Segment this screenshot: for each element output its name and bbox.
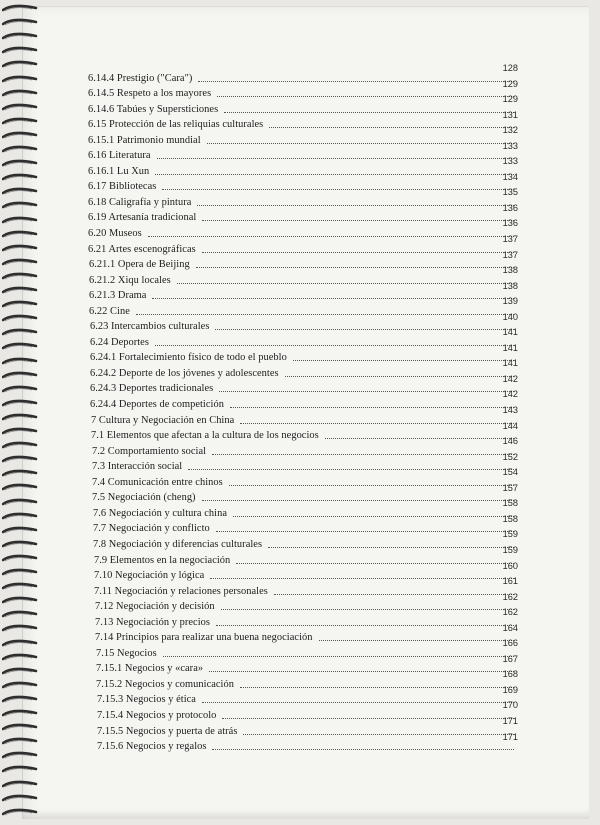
toc-entry-page-number: 170 (502, 700, 518, 711)
toc-entry-title: 7.15.2 Negocios y comunicación (96, 678, 234, 690)
toc-entry-title: 7.7 Negociación y conflicto (93, 523, 210, 535)
toc-entry-title: 7.13 Negociación y precios (95, 616, 210, 628)
toc-entry-title: 7.5 Negociación (cheng) (92, 492, 196, 504)
toc-dot-leader (319, 640, 515, 641)
toc-entry-title: 6.24.4 Deportes de competición (90, 399, 224, 411)
toc-entry-page-number: 169 (502, 684, 518, 695)
toc-dot-leader (243, 734, 514, 735)
toc-entry-title: 7.15 Negocios (96, 647, 157, 659)
toc-dot-leader (155, 345, 514, 346)
toc-entry-title: 6.20 Museos (88, 228, 142, 240)
toc-entry-page-number: 143 (502, 405, 518, 416)
spiral-coil-icon (2, 568, 38, 575)
toc-dot-leader (202, 702, 514, 703)
spiral-coil-icon (2, 75, 38, 82)
toc-entry-page-number: 128 (502, 63, 518, 73)
toc-entry-title: 6.22 Cine (89, 305, 130, 317)
toc-entry-page-number: 171 (502, 715, 518, 726)
toc-dot-leader (212, 454, 514, 455)
toc-entry-page-number: 138 (502, 265, 518, 276)
spiral-coil-icon (2, 639, 38, 646)
toc-entry-page-number: 142 (502, 389, 518, 400)
spiral-coil-icon (2, 371, 38, 378)
spiral-coil-icon (2, 314, 38, 321)
toc-entry-page-number: 142 (502, 373, 518, 384)
spiral-coil-icon (2, 780, 38, 787)
toc-entry-title: 7.15.3 Negocios y ética (97, 694, 196, 706)
toc-dot-leader (240, 423, 514, 424)
spiral-coil-icon (2, 413, 38, 420)
toc-dot-leader (229, 485, 514, 486)
spiral-coil-icon (2, 765, 38, 772)
table-of-contents (88, 63, 518, 753)
spiral-coil-icon (2, 582, 38, 589)
spiral-coil-icon (2, 258, 38, 265)
spiral-binding (0, 0, 40, 825)
spiral-coil-icon (2, 610, 38, 617)
toc-entry-page-number: 159 (502, 529, 518, 540)
toc-entry (88, 63, 518, 84)
toc-entry-title: 7 Cultura y Negociación en China (91, 414, 235, 426)
toc-entry-page-number: 141 (502, 342, 518, 353)
toc-dot-leader (269, 127, 514, 128)
spiral-coil-icon (2, 187, 38, 194)
toc-dot-leader (240, 687, 514, 688)
toc-entry-title: 6.21.2 Xiqu locales (89, 274, 171, 286)
spiral-coil-icon (2, 385, 38, 392)
spiral-coil-icon (2, 46, 38, 53)
toc-entry-page-number: 131 (502, 109, 518, 120)
toc-entry-page-number: 152 (502, 451, 518, 462)
page-bottom-shadow (23, 809, 589, 819)
spiral-coil-icon (2, 89, 38, 96)
spiral-coil-icon (2, 808, 38, 815)
spiral-coil-icon (2, 18, 38, 25)
toc-dot-leader (222, 718, 514, 719)
toc-entry-title: 6.17 Bibliotecas (88, 181, 157, 193)
spiral-coil-icon (2, 751, 38, 758)
toc-entry-title: 7.10 Negociación y lógica (94, 570, 205, 582)
spiral-coil-icon (2, 159, 38, 166)
toc-entry-title: 6.24.1 Fortalecimiento físico de todo el pueblo (90, 352, 287, 364)
toc-entry-page-number: 136 (502, 202, 518, 213)
toc-entry-title: 6.19 Artesanía tradicional (88, 212, 197, 224)
toc-dot-leader (216, 531, 514, 532)
spiral-coil-icon (2, 455, 38, 462)
toc-entry-title: 6.21.3 Drama (89, 290, 147, 302)
toc-entry-title: 7.14 Principios para realizar una buena negociación (95, 632, 313, 644)
spiral-coil-icon (2, 272, 38, 279)
toc-dot-leader (177, 283, 514, 284)
spiral-coil-icon (2, 695, 38, 702)
toc-entry-title: 6.24.3 Deportes tradicionales (90, 383, 214, 395)
spiral-coil-icon (2, 216, 38, 223)
toc-dot-leader (215, 329, 514, 330)
toc-dot-leader (212, 749, 514, 750)
toc-entry-page-number: 137 (502, 249, 518, 260)
toc-entry-page-number: 167 (502, 653, 518, 664)
spiral-coil-icon (2, 667, 38, 674)
toc-dot-leader (217, 96, 514, 97)
spiral-coil-icon (2, 328, 38, 335)
toc-entry-title: 6.24 Deportes (90, 336, 149, 348)
toc-entry-title: 6.14.5 Respeto a los mayores (88, 88, 212, 100)
toc-entry-title: 7.2 Comportamiento social (92, 445, 207, 457)
spiral-coil-icon (2, 131, 38, 138)
toc-dot-leader (197, 205, 514, 206)
spiral-coil-icon (2, 723, 38, 730)
toc-dot-leader (188, 469, 514, 470)
toc-dot-leader (207, 143, 514, 144)
toc-entry-title: 6.15.1 Patrimonio mundial (88, 134, 201, 146)
spiral-coil-icon (2, 201, 38, 208)
toc-dot-leader (136, 314, 514, 315)
spiral-coil-icon (2, 399, 38, 406)
toc-dot-leader (157, 158, 515, 159)
toc-dot-leader (230, 407, 514, 408)
toc-dot-leader (285, 376, 514, 377)
toc-dot-leader (221, 609, 514, 610)
spiral-coil-icon (2, 427, 38, 434)
toc-entry-page-number: 138 (502, 280, 518, 291)
spiral-coil-icon (2, 512, 38, 519)
spiral-coil-icon (2, 286, 38, 293)
toc-entry-title: 7.1 Elementos que afectan a la cultura de los negocios (91, 430, 319, 442)
toc-entry-page-number: 133 (502, 140, 518, 151)
toc-entry-page-number: 154 (502, 467, 518, 478)
toc-entry-title: 7.11 Negociación y relaciones personales (94, 585, 268, 597)
toc-entry-page-number: 159 (502, 544, 518, 555)
toc-dot-leader (216, 625, 514, 626)
spiral-coil-icon (2, 709, 38, 716)
spiral-coil-icon (2, 342, 38, 349)
toc-dot-leader (224, 112, 514, 113)
toc-entry-page-number: 158 (502, 513, 518, 524)
toc-entry-title: 7.15.1 Negocios y «cara» (96, 663, 204, 675)
spiral-coil-icon (2, 4, 38, 11)
spiral-coil-icon (2, 300, 38, 307)
toc-entry-title: 7.15.5 Negocios y puerta de atrás (97, 725, 238, 737)
toc-entry-page-number: 132 (502, 125, 518, 136)
toc-entry-title: 6.21 Artes escenográficas (88, 243, 196, 255)
toc-entry-page-number: 140 (502, 311, 518, 322)
toc-dot-leader (163, 656, 514, 657)
spiral-coil-icon (2, 653, 38, 660)
toc-dot-leader (202, 252, 514, 253)
spiral-coil-icon (2, 230, 38, 237)
toc-dot-leader (196, 267, 514, 268)
toc-entry-title: 6.21.1 Opera de Beijing (89, 259, 190, 271)
spiral-coil-icon (2, 483, 38, 490)
toc-entry-page-number: 136 (502, 218, 518, 229)
spiral-coil-icon (2, 794, 38, 801)
spiral-coil-icon (2, 526, 38, 533)
toc-dot-leader (152, 298, 514, 299)
toc-entry-page-number: 141 (502, 327, 518, 338)
spiral-coil-icon (2, 540, 38, 547)
toc-dot-leader (209, 671, 514, 672)
spiral-coil-icon (2, 60, 38, 67)
toc-entry-title: 7.3 Interacción social (92, 461, 183, 473)
toc-entry-title: 6.18 Caligrafía y pintura (88, 196, 192, 208)
toc-entry-title: 6.14.4 Prestigio ("Cara") (88, 72, 193, 84)
toc-dot-leader (148, 236, 514, 237)
spiral-coil-icon (2, 357, 38, 364)
toc-entry-page-number: 129 (502, 94, 518, 105)
toc-entry-page-number: 171 (502, 731, 518, 742)
toc-entry-title: 6.14.6 Tabúes y Supersticiones (88, 103, 219, 115)
toc-entry-page-number: 137 (502, 234, 518, 245)
toc-dot-leader (233, 516, 514, 517)
toc-entry-title: 6.16.1 Lu Xun (88, 165, 150, 177)
toc-entry-page-number: 158 (502, 498, 518, 509)
toc-entry-page-number: 162 (502, 591, 518, 602)
toc-entry-title: 6.16 Literatura (88, 150, 151, 162)
toc-dot-leader (202, 220, 514, 221)
toc-entry-page-number: 168 (502, 669, 518, 680)
toc-entry-page-number: 162 (502, 607, 518, 618)
toc-entry-page-number: 146 (502, 436, 518, 447)
toc-entry-page-number: 166 (502, 638, 518, 649)
toc-dot-leader (210, 578, 514, 579)
toc-dot-leader (236, 563, 514, 564)
spiral-coil-icon (2, 554, 38, 561)
toc-entry-page-number: 164 (502, 622, 518, 633)
spiral-coil-icon (2, 32, 38, 39)
toc-entry-title: 7.8 Negociación y diferencias culturales (93, 538, 263, 550)
spiral-coil-icon (2, 681, 38, 688)
toc-dot-leader (274, 594, 514, 595)
toc-entry-page-number: 139 (502, 296, 518, 307)
toc-entry-title: 7.12 Negociación y decisión (95, 601, 215, 613)
toc-entry-page-number: 144 (502, 420, 518, 431)
spiral-coil-icon (2, 596, 38, 603)
spiral-coil-icon (2, 498, 38, 505)
toc-entry-title: 7.6 Negociación y cultura china (93, 507, 227, 519)
spiral-coil-icon (2, 145, 38, 152)
toc-entry-page-number: 157 (502, 482, 518, 493)
toc-entry-page-number: 141 (502, 358, 518, 369)
toc-dot-leader (162, 189, 514, 190)
toc-entry-page-number: 133 (502, 156, 518, 167)
toc-dot-leader (198, 81, 514, 82)
toc-entry-page-number: 134 (502, 171, 518, 182)
toc-entry-title: 7.15.4 Negocios y protocolo (97, 709, 217, 721)
toc-entry-title: 7.4 Comunicación entre chinos (92, 476, 223, 488)
spiral-coil-icon (2, 737, 38, 744)
spiral-coil-icon (2, 469, 38, 476)
toc-dot-leader (155, 174, 514, 175)
toc-entry-page-number: 135 (502, 187, 518, 198)
spiral-coil-icon (2, 244, 38, 251)
spiral-coil-icon (2, 624, 38, 631)
toc-dot-leader (219, 391, 514, 392)
toc-entry-title: 7.9 Elementos en la negociación (94, 554, 231, 566)
spiral-coil-icon (2, 103, 38, 110)
toc-dot-leader (202, 500, 514, 501)
toc-entry-page-number: 161 (502, 576, 518, 587)
toc-dot-leader (268, 547, 514, 548)
toc-entry-title: 6.23 Intercambios culturales (90, 321, 210, 333)
toc-entry-title: 7.15.6 Negocios y regalos (97, 741, 207, 753)
spiral-coil-icon (2, 173, 38, 180)
toc-entry-page-number: 129 (502, 78, 518, 89)
toc-dot-leader (325, 438, 514, 439)
toc-dot-leader (293, 360, 514, 361)
toc-entry-title: 6.24.2 Deporte de los jóvenes y adolescentes (90, 367, 279, 379)
spiral-coil-icon (2, 441, 38, 448)
toc-entry-page-number: 160 (502, 560, 518, 571)
spiral-coil-icon (2, 117, 38, 124)
toc-entry-title: 6.15 Protección de las reliquias culturales (88, 119, 264, 131)
